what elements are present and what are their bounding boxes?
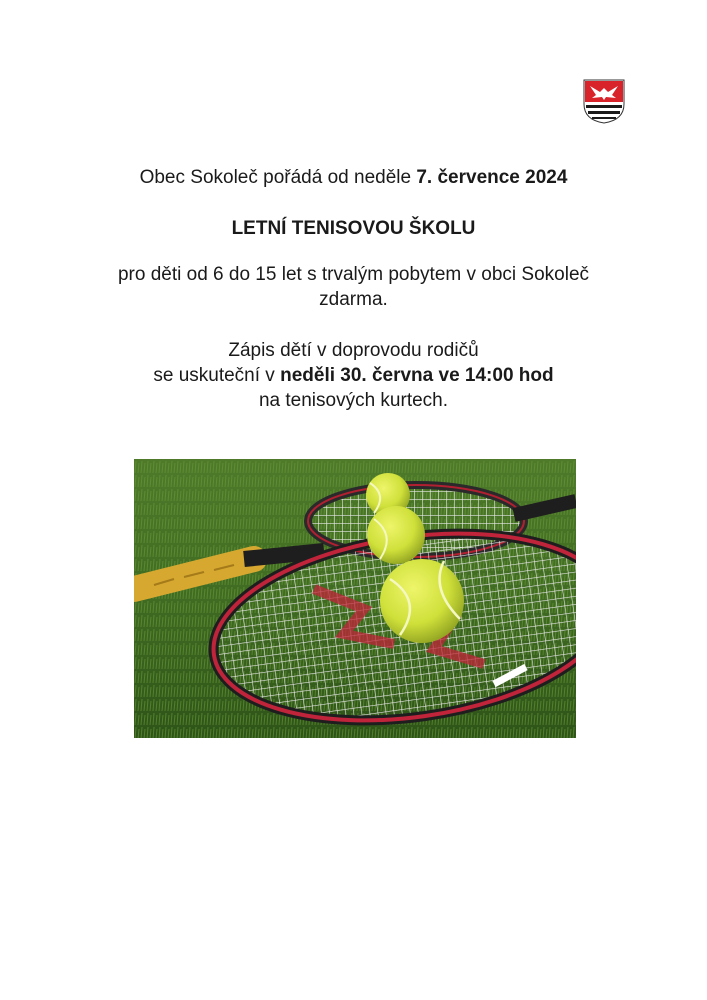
coat-of-arms-icon: [582, 78, 626, 124]
tennis-ball-middle: [367, 506, 425, 564]
intro-line: [0, 165, 707, 190]
audience-paragraph: [0, 262, 707, 312]
start-date: 7. července 2024: [416, 167, 568, 188]
registration-date: neděli 30. června ve 14:00 hod: [280, 365, 554, 386]
registration-line-1: Zápis dětí v doprovodu rodičů: [228, 340, 479, 361]
tennis-rackets-and-balls-image: [134, 459, 576, 738]
registration-line-2-text: se uskuteční v: [153, 365, 281, 386]
intro-text: Obec Sokoleč pořádá od neděle: [139, 167, 417, 188]
registration-line-2: [0, 363, 707, 388]
registration-paragraph: [0, 338, 707, 413]
registration-line-3: na tenisových kurtech.: [258, 390, 449, 411]
page-title: LETNÍ TENISOVOU ŠKOLU: [231, 218, 476, 239]
tennis-ball-front: [380, 559, 464, 643]
audience-line-1: pro děti od 6 do 15 let s trvalým pobytem v obci Sokoleč: [117, 264, 590, 285]
audience-line-2: zdarma.: [319, 289, 388, 310]
